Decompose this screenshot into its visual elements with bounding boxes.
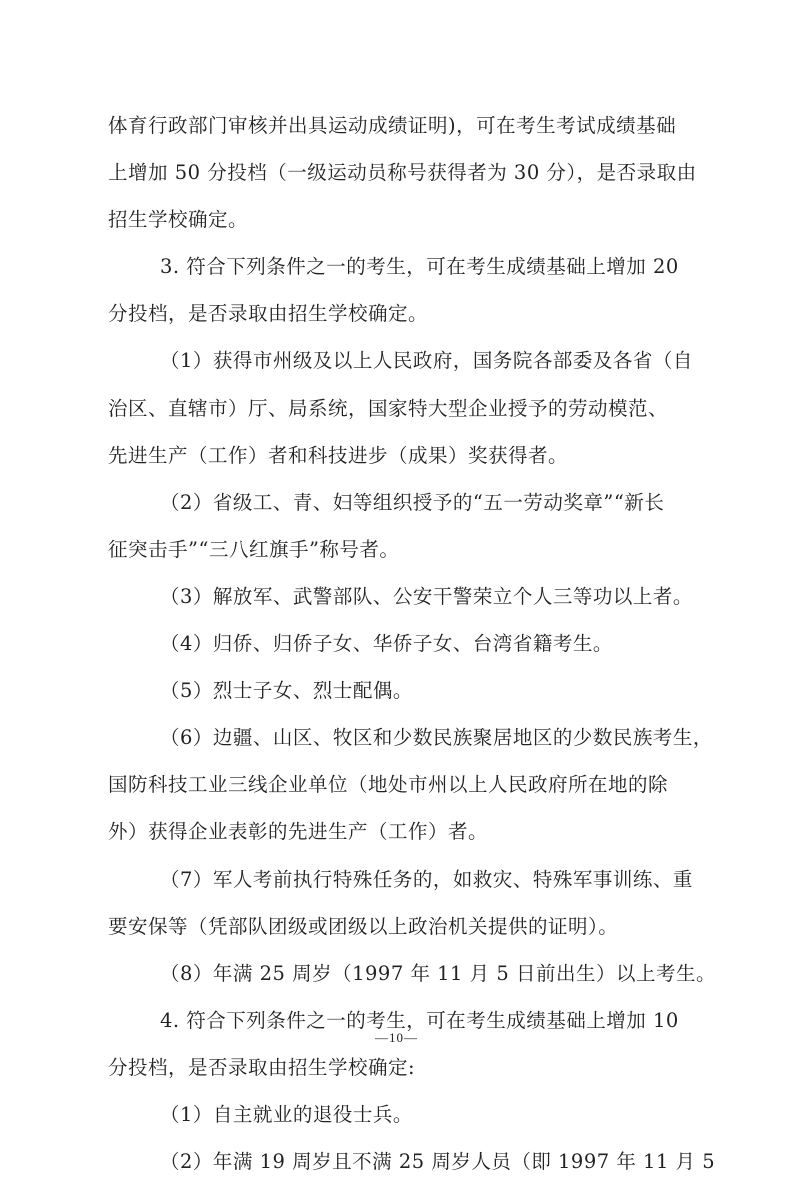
- list-item: （6）边疆、山区、牧区和少数民族聚居地区的少数民族考生，: [160, 726, 713, 750]
- text-line: 国防科技工业三线企业单位（地处市州以上人民政府所在地的除: [108, 773, 669, 797]
- document-body: [108, 102, 716, 1185]
- list-item: （2）省级工、青、妇等组织授予的“五一劳动奖章”“新长: [160, 490, 665, 514]
- page-number: —10—: [375, 1030, 418, 1045]
- text-line: 要安保等（凭部队团级或团级以上政治机关提供的证明）。: [108, 914, 619, 938]
- list-item: （3）解放军、武警部队、公安干警荣立个人三等功以上者。: [160, 584, 693, 608]
- section-4-heading: 4. 符合下列条件之一的考生，可在考生成绩基础上增加 10: [160, 1008, 679, 1032]
- list-item: （1）自主就业的退役士兵。: [160, 1102, 413, 1126]
- text-line: 招生学校确定。: [108, 208, 249, 232]
- text-line: 上增加 50 分投档（一级运动员称号获得者为 30 分），是否录取由: [108, 161, 697, 185]
- text-line: 先进生产（工作）者和科技进步（成果）奖获得者。: [108, 443, 569, 467]
- text-line: 治区、直辖市）厅、局系统，国家特大型企业授予的劳动模范、: [108, 396, 669, 420]
- list-item: （7）军人考前执行特殊任务的，如救灾、特殊军事训练、重: [160, 867, 693, 891]
- text-line: 分投档，是否录取由招生学校确定。: [108, 302, 429, 326]
- list-item: （4）归侨、归侨子女、华侨子女、台湾省籍考生。: [160, 632, 613, 656]
- list-item: （2）年满 19 周岁且不满 25 周岁人员（即 1997 年 11 月 5: [160, 1150, 716, 1174]
- text-line: 外）获得企业表彰的先进生产（工作）者。: [108, 820, 489, 844]
- list-item: （5）烈士子女、烈士配偶。: [160, 679, 413, 703]
- section-3-heading: 3. 符合下列条件之一的考生，可在考生成绩基础上增加 20: [160, 255, 679, 279]
- text-line: 体育行政部门审核并出具运动成绩证明)，可在考生考试成绩基础: [108, 114, 677, 137]
- text-line: 分投档，是否录取由招生学校确定:: [108, 1055, 416, 1079]
- list-item: （1）获得市州级及以上人民政府，国务院各部委及各省（自: [160, 349, 693, 373]
- text-line: 征突击手”“三八红旗手”称号者。: [108, 537, 400, 561]
- list-item: （8）年满 25 周岁（1997 年 11 月 5 日前出生）以上考生。: [160, 961, 716, 985]
